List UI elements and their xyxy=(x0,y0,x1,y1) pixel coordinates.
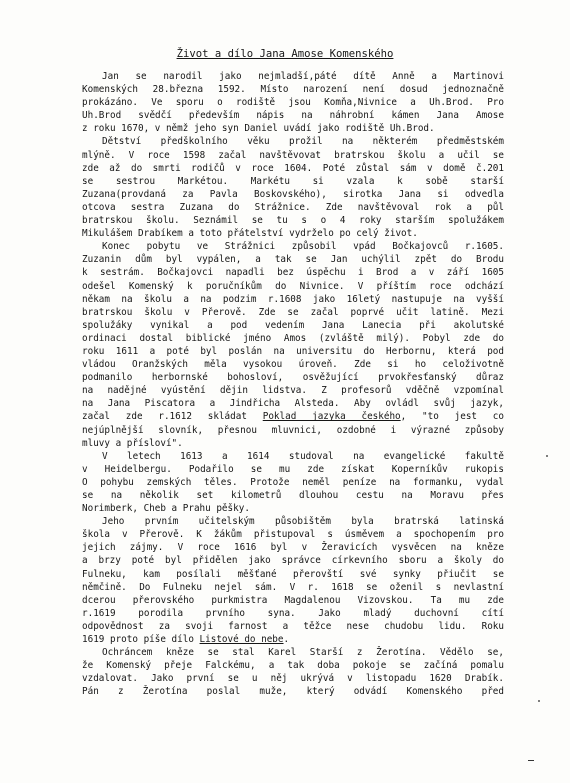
text-line: O pohybu zemských těles. Protože neměl peníze na formanku, vydal xyxy=(82,476,504,488)
text-line: že Komenský přeje Falckému, a tak doba pokoje se začíná pomalu xyxy=(82,660,504,672)
text-line: vládou Oranžských měla vysokou úroveň. Zde si ho celoživotně xyxy=(82,359,504,371)
text-line: Ochráncem kněze se stal Karel Starší z Žerotína. Vědělo se, xyxy=(102,647,504,659)
underlined-title: Poklad jazyka českého xyxy=(262,411,401,423)
text-line: otcova sestra Zuzana do Strážnice. Zde navštěvoval rok a půl xyxy=(82,201,504,213)
text-line: Dětství předškolního věku prožil na některém předměstském xyxy=(102,136,504,148)
text-line: nejúplnější slovník, přesnou mluvnici, ozdobné i výrazné způsoby xyxy=(82,424,504,436)
text-line: zde až do smrti rodičů v roce 1604. Poté zůstal sám v domě č.201 xyxy=(82,162,504,174)
text-line: škola v Přerově. K žákům přistupoval s úsměvem a spochopením pro xyxy=(82,529,504,541)
text-line: dcerou přerovského purkmistra Magdalenou Vizovskou. Ta mu zde xyxy=(82,594,504,606)
text-line: spolužáky vynikal a pod vedením Jana Lanecia při akolutské xyxy=(82,319,504,331)
text-line: Mikulášem Drabíkem a toto přátelství vydrželo po celý život. xyxy=(82,228,418,240)
text-line: Jan se narodil jako nejmladší,páté dítě Anně a Martinovi xyxy=(102,71,504,82)
text-line: bratrskou školu. Seznámil se tu s o 4 roky starším spolužákem xyxy=(82,215,504,227)
text-line: Uh.Brod svědčí především nápis na náhrobní kámen Jana Amose xyxy=(82,110,504,122)
text-line: mlýně. V roce 1598 začal navštěvovat bratrskou školu a učil se xyxy=(82,149,504,161)
scan-speck xyxy=(546,455,548,457)
text-line: odešel Komenský k poručníkům do Nivnice. V příštím roce odchází xyxy=(82,280,504,292)
text-line: ordinaci dostal biblické jméno Amos (zvláště milý). Pobyl zde do xyxy=(82,332,504,344)
text-line: r.1619 porodila prvního syna. Jako mladý duchovní cítí xyxy=(82,607,504,619)
text-line: roku 1611 a poté byl poslán na universitu do Herbornu, která pod xyxy=(82,345,504,357)
text-line: v Heidelbergu. Podařilo se mu zde získat Koperníkův rukopis xyxy=(82,463,504,475)
text-line: a brzy poté byl přidělen jako správce církevního sboru a školy do xyxy=(82,555,504,567)
text-line: V letech 1613 a 1614 studoval na evangelické fakultě xyxy=(102,450,504,462)
text-line: podmanilo herbornské bohosloví, osvěžující prvokřesťanský důraz xyxy=(82,372,504,384)
text-line: Zuzana(provdaná za Pavla Boskovského), sirotka Jana si odvedla xyxy=(82,188,504,200)
text-line: němčině. Do Fulneku nejel sám. V r. 1618 se oženil s nevlastní xyxy=(82,581,504,593)
body-text xyxy=(82,70,504,699)
text-line: Jeho prvním učitelským působištěm byla bratrská latinská xyxy=(102,516,504,528)
text-line: bratrskou školu v Přerově. Zde se začal poprvé učit latině. Mezi xyxy=(82,306,504,318)
text-line: k sestrám. Bočkajovci napadli bez úspěchu i Brod a v září 1605 xyxy=(82,267,504,279)
text-line: Konec pobytu ve Strážnici způsobil vpád Bočkajovců r.1605. xyxy=(102,241,504,253)
text-line: vzdalovat. Jako první se u něj ukrývá v listopadu 1620 Drabík. xyxy=(82,673,504,685)
text-line: 1619 proto píše dílo Listové do nebe. xyxy=(82,634,290,646)
text-line: jejich zájmy. V roce 1616 byl v Žeravicích vysvěcen na kněze xyxy=(82,542,504,554)
text-line: z roku 1670, v němž jeho syn Daniel uvádí jako rodiště Uh.Brod. xyxy=(82,123,435,135)
text-line: se sestrou Markétou. Markétu si vzala k sobě starší xyxy=(82,175,504,187)
text-line: Komenských 28.března 1592. Místo narození není dosud jednoznačně xyxy=(82,84,504,96)
underlined-title: Listové do nebe xyxy=(199,634,284,646)
text-line: Zuzanin dům byl vypálen, a tak se Jan uchýlil zpět do Brodu xyxy=(82,254,504,266)
text-line: začal zde r.1612 skládat Poklad jazyka českého, "to jest co xyxy=(82,411,504,423)
text-line: Norimberk, Cheb a Prahu pěšky. xyxy=(82,503,250,515)
text-line: Fulneku, kam posílali měšťané přerovští své synky přiučit se xyxy=(82,568,504,580)
text-line: někam na školu a na podzim r.1608 jako 16letý nastupuje na vyšší xyxy=(82,293,504,305)
scan-speck xyxy=(538,700,540,702)
page-title: Život a dílo Jana Amose Komenského xyxy=(176,48,394,60)
text-line: prokázáno. Ve sporu o rodiště jsou Komňa,Nivnice a Uh.Brod. Pro xyxy=(82,97,504,109)
text-line: na Jana Piscatora a Jindřicha Alsteda. Aby ovládl svůj jazyk, xyxy=(82,398,504,410)
text-line: mluvy a přísloví". xyxy=(82,437,183,449)
text-line: na nadějné vyústění dějin lidstva. Z profesorů vděčně vzpomínal xyxy=(82,385,504,397)
page-number-dash xyxy=(528,760,534,761)
text-line: Pán z Žerotína poslal muže, který odvádí Komenského před xyxy=(82,686,504,698)
text-line: se na několik set kilometrů dlouhou cestu na Moravu přes xyxy=(82,490,504,501)
text-line: odpovědnost za svoji farnost a těžce nese chudobu lidu. Roku xyxy=(82,620,504,632)
